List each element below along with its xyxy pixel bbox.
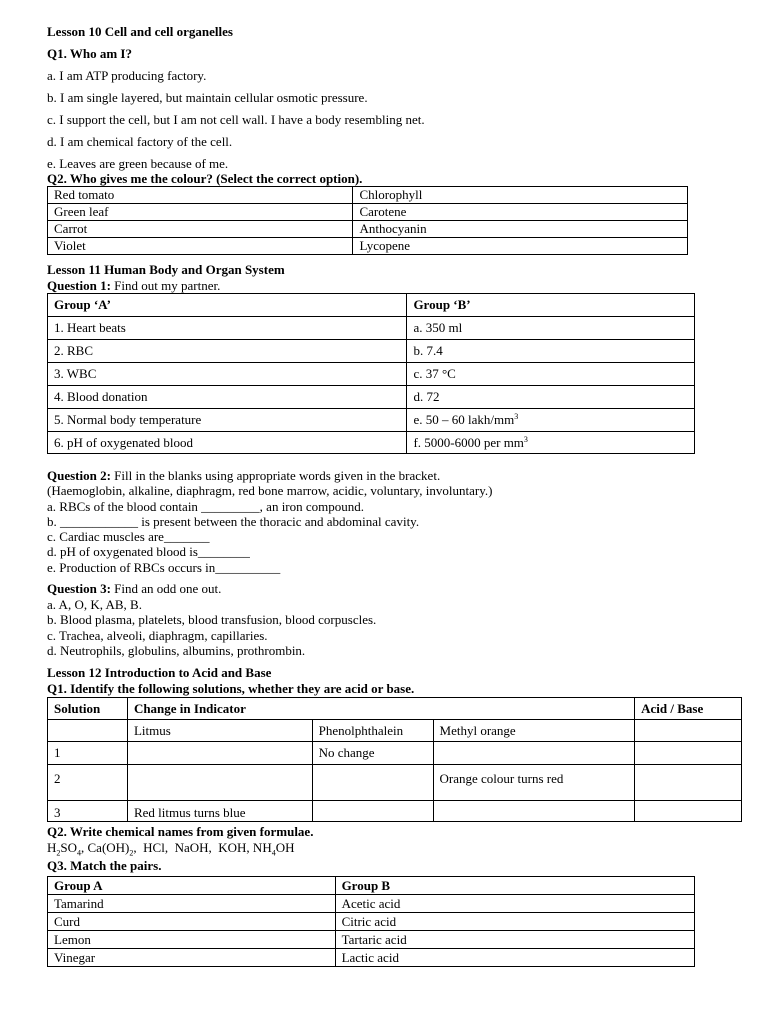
table-subheader-row	[48, 720, 742, 742]
l10-q2-title: Q2. Who gives me the colour? (Select the correct option).	[47, 171, 363, 186]
table-cell	[407, 432, 695, 454]
table-cell: 3. WBC	[48, 363, 407, 386]
l11-q3-line: d. Neutrophils, globulins, albumins, prothrombin.	[47, 643, 306, 658]
lesson-11-title: Lesson 11 Human Body and Organ System	[47, 262, 285, 277]
table-cell	[433, 742, 635, 765]
l11-q3-line: c. Trachea, alveoli, diaphragm, capillaries.	[47, 628, 268, 643]
l10-q1-item: e. Leaves are green because of me.	[47, 156, 229, 171]
cell-text: a. 350 ml	[413, 320, 463, 335]
header-cell: Group ‘B’	[407, 294, 695, 317]
superscript: 3	[514, 412, 519, 421]
l10-q1-item: c. I support the cell, but I am not cell wall. I have a body resembling net.	[47, 112, 425, 127]
table-cell: 4. Blood donation	[48, 386, 407, 409]
table-cell	[407, 340, 695, 363]
table-cell	[635, 765, 742, 801]
table-cell: Lemon	[48, 931, 336, 949]
subheader-cell: Phenolphthalein	[312, 720, 433, 742]
table-cell	[407, 317, 695, 340]
lesson-10-title: Lesson 10 Cell and cell organelles	[47, 24, 233, 39]
table-cell	[127, 742, 312, 765]
table-cell: Lycopene	[353, 238, 688, 255]
lesson-12-title: Lesson 12 Introduction to Acid and Base	[47, 665, 272, 680]
table-cell: 2	[48, 765, 128, 801]
table-row	[48, 187, 688, 204]
table-header-row	[48, 877, 695, 895]
table-cell: Tamarind	[48, 895, 336, 913]
subscript: 2	[56, 848, 61, 858]
formula-text: OH	[275, 840, 295, 855]
table-cell: 6. pH of oxygenated blood	[48, 432, 407, 454]
table-row	[48, 432, 695, 454]
table-row	[48, 931, 695, 949]
question-label: Question 1:	[47, 278, 111, 293]
l11-q2-line: a. RBCs of the blood contain _________, an iron compound.	[47, 499, 365, 514]
indicator-table	[47, 697, 742, 822]
chemical-formulae	[47, 840, 294, 856]
table-row	[48, 742, 742, 765]
table-cell: Violet	[48, 238, 353, 255]
table-cell	[433, 801, 635, 822]
table-cell: Carrot	[48, 221, 353, 238]
table-cell: 1	[48, 742, 128, 765]
table-cell: 3	[48, 801, 128, 822]
match-pairs-table	[47, 876, 695, 967]
table-row	[48, 363, 695, 386]
table-row	[48, 204, 688, 221]
question-label: Question 3:	[47, 581, 111, 596]
formula-text: , Ca(OH)	[81, 840, 130, 855]
table-cell	[635, 801, 742, 822]
table-cell	[127, 765, 312, 801]
header-cell: Solution	[48, 698, 128, 720]
table-row	[48, 221, 688, 238]
subscript: 4	[271, 848, 276, 858]
l12-q1-title: Q1. Identify the following solutions, whether they are acid or base.	[47, 681, 415, 696]
table-cell: 5. Normal body temperature	[48, 409, 407, 432]
header-cell: Group A	[48, 877, 336, 895]
superscript: 3	[523, 434, 528, 444]
formula-text: H	[47, 840, 57, 855]
l11-q2-line: (Haemoglobin, alkaline, diaphragm, red bone marrow, acidic, voluntary, involuntary.)	[47, 483, 493, 498]
table-cell: Lactic acid	[335, 949, 694, 967]
table-cell: 2. RBC	[48, 340, 407, 363]
l11-q2-line: e. Production of RBCs occurs in__________	[47, 560, 281, 575]
table-row	[48, 386, 695, 409]
table-cell: Orange colour turns red	[433, 765, 635, 801]
table-cell	[407, 386, 695, 409]
table-cell	[312, 801, 433, 822]
l11-q2-line: b. ____________ is present between the thoracic and abdominal cavity.	[47, 514, 420, 529]
subscript: 4	[77, 848, 82, 858]
partner-table	[47, 293, 695, 454]
table-row	[48, 913, 695, 931]
table-cell: Vinegar	[48, 949, 336, 967]
question-text: Find an odd one out.	[110, 581, 222, 596]
header-cell: Group B	[335, 877, 694, 895]
header-cell: Change in Indicator	[127, 698, 634, 720]
question-text: Find out my partner.	[110, 278, 221, 293]
table-cell	[312, 765, 433, 801]
l11-q2-line: d. pH of oxygenated blood is________	[47, 544, 250, 559]
l11-q1-heading	[47, 278, 220, 294]
table-cell: Curd	[48, 913, 336, 931]
table-cell: No change	[312, 742, 433, 765]
cell-text: f. 5000-6000 per mm	[413, 434, 524, 450]
cell-text: b. 7.4	[413, 343, 443, 358]
formula-text: , HCl, NaOH, KOH, NH	[133, 840, 272, 855]
table-cell: Anthocyanin	[353, 221, 688, 238]
l10-q1-item: d. I am chemical factory of the cell.	[47, 134, 233, 149]
cell-text: d. 72	[413, 389, 440, 404]
table-cell	[635, 720, 742, 742]
formula-text: SO	[60, 840, 78, 855]
table-header-row	[48, 294, 695, 317]
l11-q3-line: b. Blood plasma, platelets, blood transfusion, blood corpuscles.	[47, 612, 377, 627]
table-cell: Red tomato	[48, 187, 353, 204]
l11-q2-line: c. Cardiac muscles are_______	[47, 529, 210, 544]
table-row	[48, 340, 695, 363]
table-row	[48, 765, 742, 801]
subscript: 2	[129, 848, 134, 858]
l10-q1-item: a. I am ATP producing factory.	[47, 68, 207, 83]
header-cell: Group ‘A’	[48, 294, 407, 317]
table-cell: Carotene	[353, 204, 688, 221]
table-cell: Acetic acid	[335, 895, 694, 913]
table-cell: Citric acid	[335, 913, 694, 931]
table-cell: 1. Heart beats	[48, 317, 407, 340]
table-header-row	[48, 698, 742, 720]
table-row	[48, 801, 742, 822]
table-cell	[635, 742, 742, 765]
cell-text: c. 37 °C	[413, 366, 456, 381]
table-cell	[48, 720, 128, 742]
table-cell: Chlorophyll	[353, 187, 688, 204]
table-row	[48, 238, 688, 255]
l12-q2-title: Q2. Write chemical names from given formulae.	[47, 824, 314, 839]
question-text: Fill in the blanks using appropriate words given in the bracket.	[110, 468, 441, 483]
table-row	[48, 317, 695, 340]
subheader-cell: Methyl orange	[433, 720, 635, 742]
l11-q3-line: a. A, O, K, AB, B.	[47, 597, 142, 612]
cell-text: e. 50 – 60 lakh/mm	[413, 412, 515, 427]
header-cell: Acid / Base	[635, 698, 742, 720]
table-cell: Tartaric acid	[335, 931, 694, 949]
l11-q2-heading	[47, 468, 440, 484]
table-cell: Green leaf	[48, 204, 353, 221]
l11-q3-heading	[47, 581, 221, 597]
table-cell: Red litmus turns blue	[127, 801, 312, 822]
colour-table	[47, 186, 688, 255]
table-cell	[407, 409, 695, 432]
table-cell	[407, 363, 695, 386]
l10-q1-item: b. I am single layered, but maintain cellular osmotic pressure.	[47, 90, 368, 105]
l12-q3-title: Q3. Match the pairs.	[47, 858, 162, 873]
table-row	[48, 409, 695, 432]
l10-q1-title: Q1. Who am I?	[47, 46, 132, 61]
question-label: Question 2:	[47, 468, 111, 483]
subheader-cell: Litmus	[127, 720, 312, 742]
table-row	[48, 949, 695, 967]
table-row	[48, 895, 695, 913]
